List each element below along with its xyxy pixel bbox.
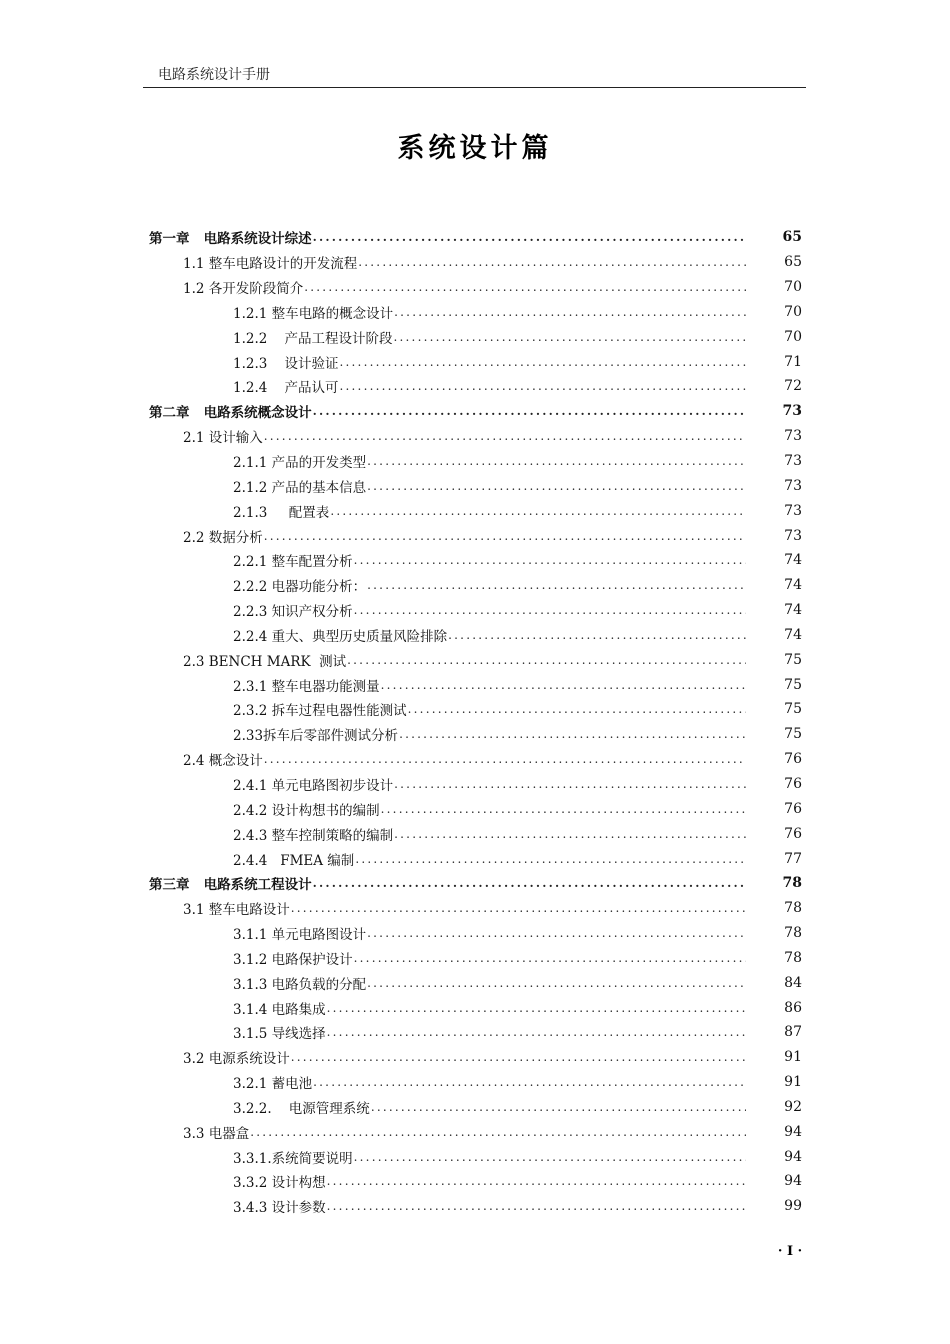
toc-entry-page: 91 — [784, 1074, 802, 1091]
toc-entry[interactable] — [149, 1095, 805, 1120]
toc-entry[interactable] — [149, 1020, 805, 1045]
toc-entry[interactable] — [149, 647, 805, 672]
toc-dot-leader — [250, 1125, 746, 1139]
toc-entry-page: 99 — [784, 1198, 802, 1215]
toc-dot-leader — [354, 951, 746, 965]
toc-entry[interactable] — [149, 697, 805, 722]
toc-entry-page: 76 — [784, 825, 802, 842]
toc-entry[interactable] — [149, 772, 805, 797]
toc-entry[interactable] — [149, 598, 805, 623]
toc-entry-title: 3.3 电器盒 — [183, 1125, 250, 1142]
toc-entry[interactable] — [149, 970, 805, 995]
toc-entry[interactable] — [149, 1169, 805, 1194]
toc-dot-leader — [327, 1199, 746, 1213]
toc-entry-title: 1.2.2 产品工程设计阶段 — [233, 330, 393, 347]
toc-dot-leader — [355, 852, 746, 866]
toc-entry-title: 3.1.2 电路保护设计 — [233, 951, 353, 968]
toc-entry[interactable] — [149, 324, 805, 349]
toc-entry[interactable] — [149, 275, 805, 300]
toc-entry-title: 第一章 电路系统设计综述 — [149, 231, 312, 248]
toc-entry-page: 78 — [784, 925, 802, 942]
toc-entry[interactable] — [149, 1070, 805, 1095]
toc-entry-page: 72 — [784, 378, 802, 395]
toc-entry-page: 76 — [784, 751, 802, 768]
toc-dot-leader — [264, 529, 746, 543]
toc-entry[interactable] — [149, 374, 805, 399]
toc-entry-title: 2.2.1 整车配置分析 — [233, 554, 353, 571]
toc-entry[interactable] — [149, 1045, 805, 1070]
toc-entry[interactable] — [149, 349, 805, 374]
toc-dot-leader — [367, 578, 746, 592]
toc-entry-title: 1.2.3 设计验证 — [233, 355, 339, 372]
toc-entry-page: 74 — [784, 552, 802, 569]
toc-entry-page: 77 — [784, 850, 802, 867]
toc-dot-leader — [330, 504, 746, 518]
toc-entry-page: 73 — [784, 428, 802, 445]
toc-entry-title: 2.3 BENCH MARK 测试 — [183, 653, 347, 670]
toc-entry-page: 92 — [784, 1098, 802, 1115]
toc-entry-title: 2.2.3 知识产权分析 — [233, 604, 353, 621]
toc-entry-title: 2.4 概念设计 — [183, 753, 263, 770]
toc-dot-leader — [354, 603, 746, 617]
toc-dot-leader — [313, 404, 746, 418]
toc-entry-page: 70 — [784, 279, 802, 296]
toc-dot-leader — [367, 454, 746, 468]
toc-entry-title: 3.1.1 单元电路图设计 — [233, 927, 367, 944]
running-header — [143, 66, 806, 88]
toc-entry-page: 94 — [784, 1123, 802, 1140]
toc-entry-page: 76 — [784, 775, 802, 792]
toc-entry-title: 第二章 电路系统概念设计 — [149, 405, 312, 422]
toc-entry-page: 78 — [784, 949, 802, 966]
toc-entry-page: 73 — [784, 453, 802, 470]
toc-dot-leader — [354, 1150, 746, 1164]
toc-dot-leader — [313, 876, 746, 890]
toc-entry-title: 1.2.1 整车电路的概念设计 — [233, 305, 394, 322]
toc-entry[interactable] — [149, 523, 805, 548]
toc-entry[interactable] — [149, 449, 805, 474]
toc-dot-leader — [394, 330, 746, 344]
toc-entry-title: 2.4.3 整车控制策略的编制 — [233, 827, 394, 844]
toc-entry-title: 2.1.1 产品的开发类型 — [233, 455, 367, 472]
toc-entry-page: 94 — [784, 1148, 802, 1165]
toc-entry-title: 1.1 整车电路设计的开发流程 — [183, 256, 358, 273]
toc-entry-page: 74 — [784, 602, 802, 619]
toc-chapter-entry[interactable] — [149, 399, 805, 424]
toc-entry-title: 2.3.1 整车电器功能测量 — [233, 678, 380, 695]
toc-dot-leader — [340, 379, 746, 393]
page-number: · I · — [777, 1244, 803, 1259]
toc-entry[interactable] — [149, 250, 805, 275]
toc-entry-page: 73 — [784, 502, 802, 519]
toc-entry[interactable] — [149, 722, 805, 747]
toc-entry-page: 75 — [784, 676, 802, 693]
toc-entry-page: 75 — [784, 701, 802, 718]
toc-dot-leader — [448, 628, 746, 642]
toc-entry-title: 3.3.2 设计构想 — [233, 1175, 326, 1192]
toc-entry-page: 78 — [784, 900, 802, 917]
toc-entry[interactable] — [149, 498, 805, 523]
toc-entry-title: 2.33拆车后零部件测试分析 — [233, 728, 399, 745]
toc-dot-leader — [327, 1001, 746, 1015]
toc-entry-title: 3.1.4 电路集成 — [233, 1001, 326, 1018]
running-header-title: 电路系统设计手册 — [158, 67, 270, 83]
toc-entry-page: 86 — [784, 999, 802, 1016]
toc-entry-page: 70 — [784, 328, 802, 345]
toc-entry-title: 3.1.5 导线选择 — [233, 1026, 326, 1043]
toc-dot-leader — [381, 678, 746, 692]
toc-entry[interactable] — [149, 995, 805, 1020]
toc-entry-title: 2.1.2 产品的基本信息 — [233, 479, 367, 496]
toc-entry[interactable] — [149, 896, 805, 921]
toc-dot-leader — [394, 777, 746, 791]
toc-entry[interactable] — [149, 796, 805, 821]
toc-entry[interactable] — [149, 623, 805, 648]
toc-entry-page: 71 — [784, 353, 802, 370]
toc-dot-leader — [381, 802, 746, 816]
toc-entry[interactable] — [149, 473, 805, 498]
toc-entry-title: 2.4.4 FMEA 编制 — [233, 852, 355, 869]
toc-entry-title: 3.2.2. 电源管理系统 — [233, 1100, 370, 1117]
page-title: 系统设计篇 — [397, 133, 553, 164]
toc-dot-leader — [358, 255, 746, 269]
toc-entry-title: 1.2.4 产品认可 — [233, 380, 339, 397]
toc-dot-leader — [367, 479, 746, 493]
toc-entry-page: 78 — [782, 875, 802, 892]
toc-entry[interactable] — [149, 672, 805, 697]
toc-entry-page: 74 — [784, 626, 802, 643]
toc-chapter-entry[interactable] — [149, 871, 805, 896]
toc-dot-leader — [394, 827, 746, 841]
toc-dot-leader — [399, 727, 746, 741]
toc-dot-leader — [371, 1100, 746, 1114]
toc-entry[interactable] — [149, 846, 805, 871]
toc-dot-leader — [394, 305, 746, 319]
toc-entry-title: 第三章 电路系统工程设计 — [149, 877, 312, 894]
toc-dot-leader — [347, 653, 746, 667]
toc-entry-page: 73 — [784, 477, 802, 494]
toc-dot-leader — [367, 926, 746, 940]
toc-dot-leader — [291, 901, 746, 915]
toc-dot-leader — [327, 1025, 746, 1039]
toc-dot-leader — [304, 280, 746, 294]
toc-dot-leader — [354, 553, 746, 567]
toc-entry-title: 2.2 数据分析 — [183, 529, 263, 546]
toc-dot-leader — [313, 1075, 746, 1089]
toc-entry-title: 2.4.1 单元电路图初步设计 — [233, 777, 394, 794]
toc-entry-page: 65 — [784, 254, 802, 271]
toc-entry-page: 73 — [784, 527, 802, 544]
toc-entry[interactable] — [149, 300, 805, 325]
toc-entry[interactable] — [149, 1144, 805, 1169]
toc-entry[interactable] — [149, 821, 805, 846]
toc-dot-leader — [408, 702, 746, 716]
toc-entry-title: 3.4.3 设计参数 — [233, 1200, 326, 1217]
toc-entry-title: 2.2.4 重大、典型历史质量风险排除 — [233, 628, 448, 645]
toc-entry-page: 74 — [784, 577, 802, 594]
toc-entry-page: 84 — [784, 974, 802, 991]
toc-entry-title: 3.1 整车电路设计 — [183, 902, 290, 919]
toc-dot-leader — [291, 1050, 746, 1064]
toc-entry-title: 1.2 各开发阶段简介 — [183, 281, 304, 298]
toc-entry[interactable] — [149, 1194, 805, 1219]
toc-entry[interactable] — [149, 1119, 805, 1144]
toc-entry[interactable] — [149, 945, 805, 970]
toc-dot-leader — [327, 1174, 746, 1188]
toc-entry-title: 3.1.3 电路负载的分配 — [233, 976, 367, 993]
toc-entry-title: 2.4.2 设计构想书的编制 — [233, 802, 380, 819]
toc-chapter-entry[interactable] — [149, 225, 805, 250]
toc-entry[interactable] — [149, 573, 805, 598]
toc-entry[interactable] — [149, 747, 805, 772]
toc-entry-page: 76 — [784, 800, 802, 817]
toc-entry-page: 91 — [784, 1049, 802, 1066]
toc-entry-title: 3.2 电源系统设计 — [183, 1051, 290, 1068]
toc-dot-leader — [340, 355, 746, 369]
toc-entry-page: 75 — [784, 726, 802, 743]
toc-dot-leader — [264, 429, 746, 443]
toc-entry[interactable] — [149, 921, 805, 946]
toc-entry-page: 75 — [784, 651, 802, 668]
toc-entry[interactable] — [149, 424, 805, 449]
toc-entry-title: 3.2.1 蓄电池 — [233, 1076, 313, 1093]
toc-entry[interactable] — [149, 548, 805, 573]
toc-dot-leader — [367, 976, 746, 990]
toc-entry-page: 87 — [784, 1024, 802, 1041]
toc-dot-leader — [264, 752, 746, 766]
toc-entry-title: 2.1 设计输入 — [183, 430, 263, 447]
toc-entry-page: 73 — [782, 403, 802, 420]
toc-dot-leader — [313, 230, 746, 244]
toc-entry-page: 70 — [784, 303, 802, 320]
toc-entry-title: 2.1.3 配置表 — [233, 504, 330, 521]
toc-entry-title: 2.3.2 拆车过程电器性能测试 — [233, 703, 407, 720]
table-of-contents — [149, 225, 805, 1219]
toc-entry-title: 3.3.1.系统简要说明 — [233, 1150, 353, 1167]
toc-entry-title: 2.2.2 电器功能分析： — [233, 579, 367, 596]
toc-entry-page: 65 — [782, 229, 802, 246]
toc-entry-page: 94 — [784, 1173, 802, 1190]
